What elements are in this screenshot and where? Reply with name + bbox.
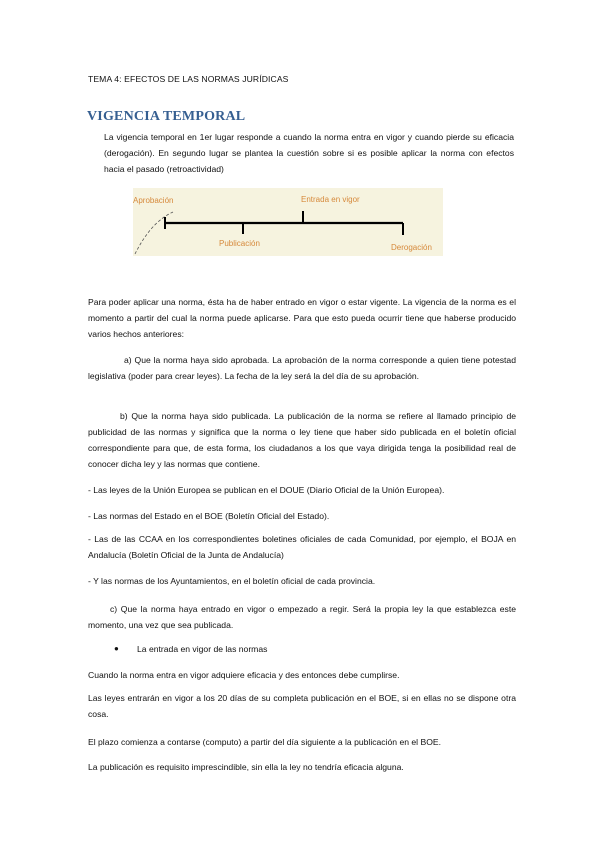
timeline-curve — [135, 212, 173, 254]
label-publicacion: Publicación — [219, 239, 260, 248]
bullet-text: La entrada en vigor de las normas — [137, 644, 268, 654]
sentence-eficacia: Cuando la norma entra en vigor adquiere eficacia y des entonces debe cumplirse. — [88, 670, 400, 680]
list-item-boe: - Las normas del Estado en el BOE (Boletín Oficial del Estado). — [88, 511, 330, 521]
list-item-ayuntamientos: - Y las normas de los Ayuntamientos, en el boletín oficial de cada provincia. — [88, 576, 376, 586]
sentence-20-dias: Las leyes entrarán en vigor a los 20 días de su completa publicación en el BOE, si en ellas no se dispone otra cosa. — [88, 693, 516, 719]
sentence-plazo: El plazo comienza a contarse (computo) a partir del día siguiente a la publicación en el BOE. — [88, 737, 442, 747]
timeline-diagram — [133, 188, 443, 256]
paragraph-b-publicada: b) Que la norma haya sido publicada. La publicación de la norma se refiere al llamado principio de publicidad de las normas y significa que la norma o ley tiene que haber sido publicada en el boletín oficial correspondiente para que, de esta forma, los ciudadanos a los que vaya dirigida tenga la posibilidad real de conocer dicha ley y las normas que contiene. — [88, 411, 516, 469]
paragraph-vigencia: Para poder aplicar una norma, ésta ha de haber entrado en vigor o estar vigente. La vigencia de la norma es el momento a partir del cual la norma puede aplicarse. Para que esto pueda ocurrir tiene que haberse producido varios hechos anteriores: — [88, 297, 516, 339]
paragraph-a-aprobada: a) Que la norma haya sido aprobada. La aprobación de la norma corresponde a quien tiene potestad legislativa (poder para crear leyes). La fecha de la ley será la del día de su aprobación. — [88, 355, 516, 381]
bullet-dot-icon: ● — [114, 644, 119, 653]
topic-title: TEMA 4: EFECTOS DE LAS NORMAS JURÍDICAS — [88, 74, 289, 84]
list-item-doue: - Las leyes de la Unión Europea se publican en el DOUE (Diario Oficial de la Unión Europea). — [88, 485, 445, 495]
intro-paragraph: La vigencia temporal en 1er lugar responde a cuando la norma entra en vigor y cuando pierde su eficacia (derogación). En segundo lugar se plantea la cuestión sobre si es posible aplicar la norma con efectos hacia el pasado (retroactividad) — [104, 132, 514, 174]
sentence-publicacion: La publicación es requisito imprescindible, sin ella la ley no tendría eficacia alguna. — [88, 762, 404, 772]
list-item-ccaa: - Las de las CCAA en los correspondientes boletines oficiales de cada Comunidad, por ejemplo, el BOJA en Andalucía (Boletín Oficial de la Junta de Andalucía) — [88, 534, 516, 560]
timeline-svg — [133, 188, 443, 256]
label-derogacion: Derogación — [391, 243, 432, 252]
section-heading: VIGENCIA TEMPORAL — [87, 109, 246, 124]
label-aprobacion: Aprobación — [133, 196, 174, 205]
label-entrada-en-vigor: Entrada en vigor — [301, 195, 360, 204]
paragraph-c-entrada-vigor: c) Que la norma haya entrado en vigor o empezado a regir. Será la propia ley la que establezca este momento, una vez que sea publicada. — [88, 604, 516, 630]
